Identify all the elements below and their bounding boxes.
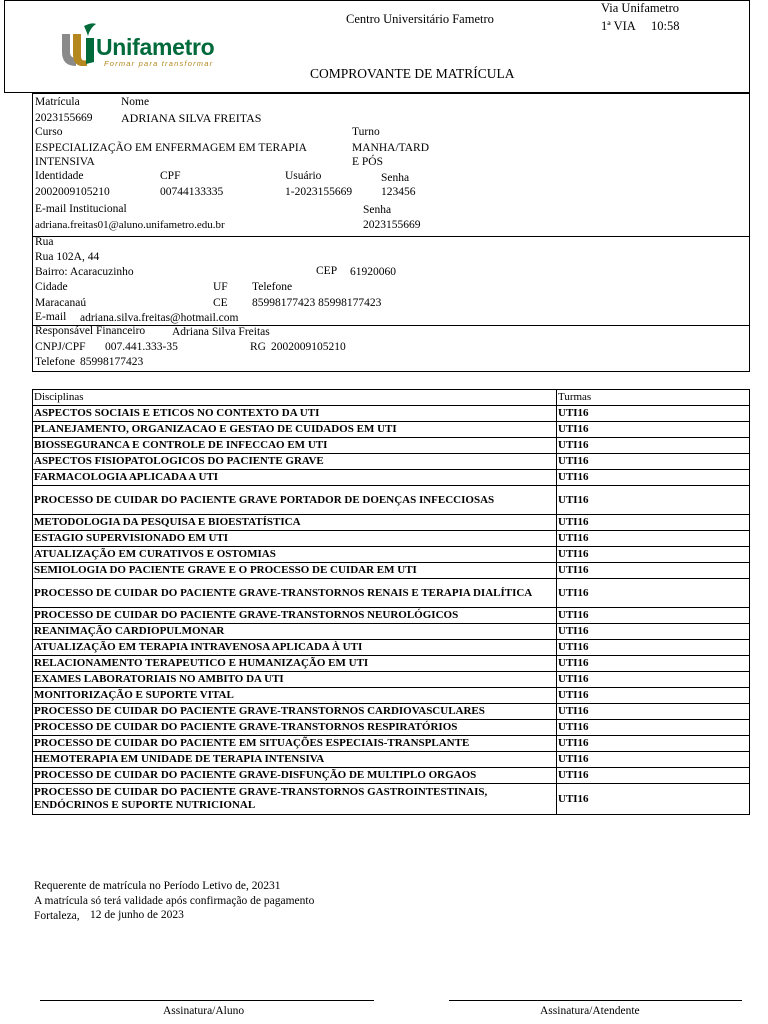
- senha2-label: Senha: [363, 204, 392, 216]
- discipline-name: ESTAGIO SUPERVISIONADO EM UTI: [33, 531, 557, 547]
- uf-label: UF: [213, 281, 228, 293]
- discipline-name: PROCESSO DE CUIDAR DO PACIENTE GRAVE-TRANSTORNOS GASTROINTESTINAIS, ENDÓCRINOS E SUPORTE NUTRICIONAL: [33, 784, 557, 815]
- matricula-label: Matrícula: [35, 96, 80, 108]
- curso-label: Curso: [35, 126, 63, 138]
- responsible-name: Adriana Silva Freitas: [172, 326, 270, 338]
- identidade-label: Identidade: [35, 170, 84, 182]
- discipline-name: PROCESSO DE CUIDAR DO PACIENTE GRAVE-TRANSTORNOS RENAIS E TERAPIA DIALÍTICA: [33, 579, 557, 608]
- disciplines-table: [32, 389, 750, 815]
- via-number: 1ª VIA: [601, 19, 636, 33]
- discipline-name: ASPECTOS FISIOPATOLOGICOS DO PACIENTE GRAVE: [33, 454, 557, 470]
- table-row: [33, 486, 750, 515]
- discipline-turma: UTI16: [557, 531, 750, 547]
- unifametro-logo: [60, 22, 235, 70]
- discipline-turma: UTI16: [557, 624, 750, 640]
- cidade-value: Maracanaú: [35, 297, 87, 309]
- rg-value: 2002009105210: [271, 341, 346, 353]
- cep-value: 61920060: [350, 266, 396, 278]
- cnpj-label: CNPJ/CPF: [35, 341, 86, 353]
- telefone-value: 85998177423 85998177423: [252, 297, 382, 309]
- signature-line-atendente: [449, 1000, 742, 1001]
- discipline-name: PROCESSO DE CUIDAR DO PACIENTE EM SITUAÇÕES ESPECIAIS-TRANSPLANTE: [33, 736, 557, 752]
- via-label: Via Unifametro: [601, 1, 680, 15]
- turno-value-line2: E PÓS: [352, 156, 383, 168]
- table-row: [33, 547, 750, 563]
- table-row: [33, 784, 750, 815]
- discipline-name: ATUALIZAÇÃO EM CURATIVOS E OSTOMIAS: [33, 547, 557, 563]
- bairro-value: Bairro: Acaracuzinho: [35, 266, 134, 278]
- discipline-turma: UTI16: [557, 736, 750, 752]
- table-row: [33, 438, 750, 454]
- discipline-name: PROCESSO DE CUIDAR DO PACIENTE GRAVE-DISFUNÇÃO DE MULTIPLO ORGAOS: [33, 768, 557, 784]
- city-text: Fortaleza,: [34, 910, 80, 922]
- discipline-name: REANIMAÇÃO CARDIOPULMONAR: [33, 624, 557, 640]
- matricula-value: 2023155669: [35, 112, 93, 124]
- discipline-turma: UTI16: [557, 656, 750, 672]
- responsible-telefone-label: Telefone: [35, 356, 76, 368]
- responsible-label: Responsável Financeiro: [35, 325, 146, 337]
- discipline-name: ATUALIZAÇÃO EM TERAPIA INTRAVENOSA APLICADA À UTI: [33, 640, 557, 656]
- table-row: [33, 768, 750, 784]
- table-row: [33, 531, 750, 547]
- curso-value-line1: ESPECIALIZAÇÃO EM ENFERMAGEM EM TERAPIA: [35, 142, 307, 154]
- discipline-turma: UTI16: [557, 640, 750, 656]
- signature-line-aluno: [40, 1000, 374, 1001]
- table-row: [33, 515, 750, 531]
- table-row: [33, 736, 750, 752]
- discipline-name: PROCESSO DE CUIDAR DO PACIENTE GRAVE-TRANSTORNOS NEUROLÓGICOS: [33, 608, 557, 624]
- cpf-label: CPF: [160, 170, 181, 182]
- page-title: COMPROVANTE DE MATRÍCULA: [310, 66, 515, 81]
- rg-label: RG: [250, 341, 266, 353]
- email-value: adriana.silva.freitas@hotmail.com: [80, 312, 239, 324]
- discipline-turma: UTI16: [557, 579, 750, 608]
- discipline-name: HEMOTERAPIA EM UNIDADE DE TERAPIA INTENSIVA: [33, 752, 557, 768]
- discipline-name: RELACIONAMENTO TERAPEUTICO E HUMANIZAÇÃO EM UTI: [33, 656, 557, 672]
- email-label: E-mail: [35, 311, 67, 323]
- table-row: [33, 422, 750, 438]
- discipline-turma: UTI16: [557, 672, 750, 688]
- nome-value: ADRIANA SILVA FREITAS: [121, 111, 262, 125]
- discipline-name: PROCESSO DE CUIDAR DO PACIENTE GRAVE-TRANSTORNOS RESPIRATÓRIOS: [33, 720, 557, 736]
- logo-tagline: Formar para transformar: [104, 59, 214, 68]
- discipline-turma: UTI16: [557, 470, 750, 486]
- date-text: 12 de junho de 2023: [90, 909, 184, 921]
- table-row: [33, 608, 750, 624]
- table-row: [33, 454, 750, 470]
- table-row: [33, 624, 750, 640]
- email-inst-value: adriana.freitas01@aluno.unifametro.edu.br: [35, 219, 225, 231]
- email-inst-label: E-mail Institucional: [35, 203, 127, 215]
- senha-label: Senha: [381, 172, 410, 184]
- discipline-turma: UTI16: [557, 784, 750, 815]
- discipline-name: EXAMES LABORATORIAIS NO AMBITO DA UTI: [33, 672, 557, 688]
- discipline-turma: UTI16: [557, 454, 750, 470]
- telefone-label: Telefone: [252, 281, 293, 293]
- discipline-name: METODOLOGIA DA PESQUISA E BIOESTATÍSTICA: [33, 515, 557, 531]
- cidade-label: Cidade: [35, 281, 68, 293]
- table-row: [33, 656, 750, 672]
- table-row: [33, 720, 750, 736]
- print-time: 10:58: [651, 19, 680, 33]
- logo-wordmark: Unifametro: [96, 34, 215, 60]
- uf-value: CE: [213, 297, 228, 309]
- discipline-turma: UTI16: [557, 515, 750, 531]
- table-header-row: [33, 390, 750, 406]
- discipline-name: ASPECTOS SOCIAIS E ETICOS NO CONTEXTO DA UTI: [33, 406, 557, 422]
- rua-value: Rua 102A, 44: [35, 251, 100, 263]
- cpf-value: 00744133335: [160, 186, 224, 198]
- discipline-turma: UTI16: [557, 720, 750, 736]
- table-row: [33, 704, 750, 720]
- discipline-name: MONITORIZAÇÃO E SUPORTE VITAL: [33, 688, 557, 704]
- header-disciplinas: Disciplinas: [33, 390, 557, 406]
- responsible-telefone-value: 85998177423: [80, 356, 144, 368]
- table-row: [33, 563, 750, 579]
- discipline-turma: UTI16: [557, 547, 750, 563]
- turno-label: Turno: [352, 126, 380, 138]
- discipline-turma: UTI16: [557, 768, 750, 784]
- table-row: [33, 470, 750, 486]
- discipline-turma: UTI16: [557, 486, 750, 515]
- institution-name: Centro Universitário Fametro: [346, 12, 494, 26]
- discipline-turma: UTI16: [557, 704, 750, 720]
- discipline-name: BIOSSEGURANCA E CONTROLE DE INFECCAO EM UTI: [33, 438, 557, 454]
- usuario-value: 1-2023155669: [285, 186, 353, 198]
- table-row: [33, 752, 750, 768]
- senha-value: 123456: [381, 186, 416, 198]
- validade-text: A matrícula só terá validade após confirmação de pagamento: [34, 895, 315, 907]
- table-row: [33, 688, 750, 704]
- discipline-turma: UTI16: [557, 438, 750, 454]
- discipline-name: SEMIOLOGIA DO PACIENTE GRAVE E O PROCESSO DE CUIDAR EM UTI: [33, 563, 557, 579]
- table-row: [33, 672, 750, 688]
- logo-mark-icon: [60, 22, 100, 66]
- discipline-turma: UTI16: [557, 608, 750, 624]
- discipline-turma: UTI16: [557, 688, 750, 704]
- signature-atendente-label: Assinatura/Atendente: [540, 1005, 640, 1017]
- header-turmas: Turmas: [557, 390, 750, 406]
- senha2-value: 2023155669: [363, 219, 421, 231]
- rua-label: Rua: [35, 236, 54, 248]
- cnpj-value: 007.441.333-35: [105, 341, 178, 353]
- usuario-label: Usuário: [285, 170, 322, 182]
- table-row: [33, 406, 750, 422]
- turno-value-line1: MANHA/TARD: [352, 142, 430, 154]
- curso-value-line2: INTENSIVA: [35, 156, 95, 168]
- discipline-name: PROCESSO DE CUIDAR DO PACIENTE GRAVE PORTADOR DE DOENÇAS INFECCIOSAS: [33, 486, 557, 515]
- cep-label: CEP: [316, 265, 338, 277]
- table-row: [33, 579, 750, 608]
- discipline-name: FARMACOLOGIA APLICADA A UTI: [33, 470, 557, 486]
- nome-label: Nome: [121, 96, 150, 108]
- signature-aluno-label: Assinatura/Aluno: [163, 1005, 245, 1017]
- discipline-turma: UTI16: [557, 752, 750, 768]
- discipline-turma: UTI16: [557, 406, 750, 422]
- identidade-value: 2002009105210: [35, 186, 110, 198]
- discipline-name: PLANEJAMENTO, ORGANIZACAO E GESTAO DE CUIDADOS EM UTI: [33, 422, 557, 438]
- discipline-name: PROCESSO DE CUIDAR DO PACIENTE GRAVE-TRANSTORNOS CARDIOVASCULARES: [33, 704, 557, 720]
- requerente-text: Requerente de matrícula no Período Letivo de, 20231: [34, 880, 281, 892]
- discipline-turma: UTI16: [557, 563, 750, 579]
- table-row: [33, 640, 750, 656]
- discipline-turma: UTI16: [557, 422, 750, 438]
